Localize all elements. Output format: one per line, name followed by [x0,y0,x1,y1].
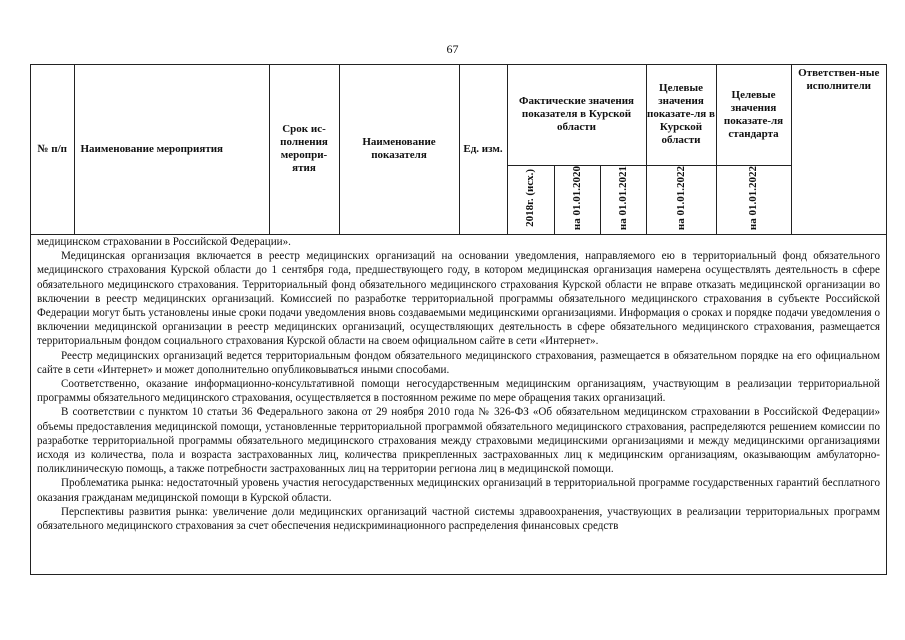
header-target-standard: Целевые значения показате-ля стандарта [716,65,791,165]
indicator-table-header [31,65,886,235]
paragraph-volume-distribution: В соответствии с пунктом 10 статьи 36 Федерального закона от 29 ноября 2010 года № 326-ФЗ «Об обязательном медицинском страховании в Российской Федерации» объемы предоставления медицинской помощи, установленные территориальной программой обязательного медицинского страхования, распределяются решением комиссии по разработке территориальной программы обязательного медицинского страхования между страховыми медицинскими организациями и между медицинскими организациями исходя из количества, пола и возраста застрахованных лиц, количества прикрепленных застрахованных лиц к медицинским организациям, оказывающим амбулаторно-поликлиническую помощь, а также потребности застрахованных лиц на территории региона лиц в медицинской помощи. [37,406,880,476]
header-event-name: Наименование мероприятия [74,65,269,234]
header-number: № п/п [31,65,74,234]
paragraph-consulting-help: Соответственно, оказание информационно-консультативной помощи негосударственным медицинским организациям, участвующим в реализации территориальной программы обязательного медицинского страхования, осуществляется в постоянном режиме по мере обращения таких организаций. [37,378,880,405]
paragraph-continuation: медицинском страховании в Российской Федерации». [37,236,291,248]
paragraph-registry-inclusion: Медицинская организация включается в реестр медицинских организаций на основании уведомления, направляемого ею в территориальный фонд обязательного медицинского страхования Курской области до 1 сентября года, предшествующего году, в котором медицинская организация намерена осуществлять деятельность в сфере обязательного медицинского страхования. Территориальный фонд обязательного медицинского страхования Курской области не вправе отказать медицинской организации во включении в реестр медицинских организаций. Комиссией по разработке территориальной программы обязательного медицинского страхования в субъекте Российской Федерации могут быть установлены иные сроки подачи уведомления вновь создаваемыми медицинскими организациями. Информация о сроках и порядке подачи уведомления о включении медицинской организации в реестр медицинских организаций, осуществляющих деятельность в сфере обязательного медицинского страхования, размещается территориальным фондом социального страхования Курской области на своем официальном сайте в сети «Интернет». [37,250,880,348]
document-frame [30,64,887,575]
paragraph-market-prospects: Перспективы развития рынка: увеличение доли медицинских организаций частной системы здравоохранения, участвующих в реализации территориальных программ обязательного медицинского страхования за счет обеспечения недискриминационного распределения финансовых средств [37,505,880,533]
subheader-2020: на 01.01.2020 [554,165,600,234]
header-responsible: Ответствен-ные исполнители [791,65,886,234]
paragraph-registry-maintenance: Реестр медицинских организаций ведется территориальным фондом обязательного медицинского страхования, размещается в обязательном порядке на его официальном сайте в сети «Интернет» и может дополнительно опубликовываться иными способами. [37,349,880,376]
paragraph-market-problems: Проблематика рынка: недостаточный уровень участия негосударственных медицинских организаций в территориальной программе государственных гарантий бесплатного оказания гражданам медицинской помощи в Курской области. [37,477,880,504]
header-unit: Ед. изм. [459,65,507,234]
header-target-region: Целевые значения показате-ля в Курской области [646,65,716,165]
subheader-target-standard-date: на 01.01.2022 [716,165,791,234]
header-deadline: Срок ис-полнения меропри-ятия [269,65,339,234]
subheader-target-region-date: на 01.01.2022 [646,165,716,234]
page-number: 67 [446,42,459,56]
subheader-2018: 2018г. (исх.) [507,165,554,234]
body-text [37,235,880,533]
header-indicator-name: Наименование показателя [339,65,459,234]
subheader-2021: на 01.01.2021 [600,165,646,234]
header-actual-values: Фактические значения показателя в Курской области [507,65,646,165]
